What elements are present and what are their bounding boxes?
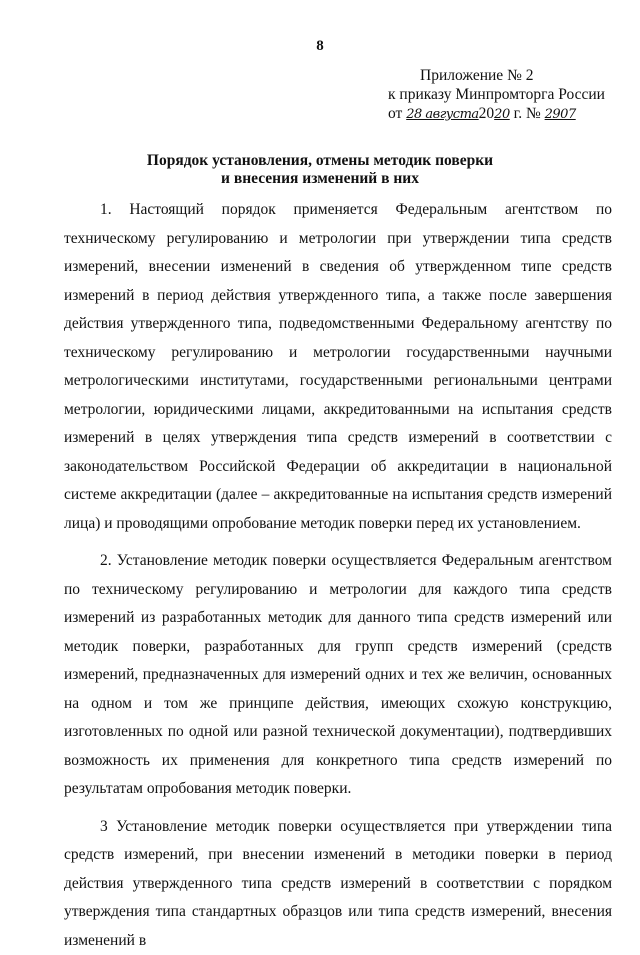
appendix-header (388, 66, 618, 124)
document-body (64, 196, 612, 955)
handwritten-year: 20 (494, 107, 510, 122)
year-printed: 20 (479, 105, 495, 122)
year-suffix: г. № (514, 105, 541, 122)
date-prefix: от (388, 105, 402, 122)
document-title (0, 152, 640, 188)
paragraph-1: 1. Настоящий порядок применяется Федеральным агентством по техническому регулированию и метрологии при утверждении типа средств измерений, внесении изменений в сведения об утвержденном типе средств измерений в период действия утвержденного типа, а также после завершения действия утвержденного типа, подведомственными Федеральному агентству по техническому регулированию и метрологии государственными научными метрологическими институтами, государственными региональными центрами метрологии, юридическими лицами, аккредитованными на испытания средств измерений в целях утверждения типа средств измерений в соответствии с законодательством Российской Федерации об аккредитации в национальной системе аккредитации (далее – аккредитованные на испытания средств измерений лица) и проводящими опробование методик поверки перед их установлением. (64, 196, 612, 538)
paragraph-2: 2. Установление методик поверки осуществляется Федеральным агентством по техническому регулированию и метрологии для каждого типа средств измерений из разработанных методик для данного типа средств измерений или методик поверки, разработанных для групп средств измерений (средств измерений, предназначенных для измерений одних и тех же величин, основанных на одном и том же принципе действия, имеющих схожую конструкцию, изготовленных по одной или разной технической документации), подтвердивших возможность их применения для конкретного типа средств измерений по результатам опробования методик поверки. (64, 547, 612, 804)
page-number: 8 (0, 38, 640, 55)
appendix-title: Приложение № 2 (388, 66, 618, 85)
handwritten-date: 28 августа (406, 107, 478, 122)
title-line-2: и внесения изменений в них (0, 170, 640, 188)
title-line-1: Порядок установления, отмены методик поверки (0, 152, 640, 170)
appendix-order-ref: к приказу Минпромторга России (388, 85, 618, 104)
handwritten-order-number: 2907 (545, 107, 576, 122)
paragraph-3: 3 Установление методик поверки осуществляется при утверждении типа средств измерений, при внесении изменений в методики поверки в период действия утвержденного типа средств измерений в соответствии с порядком утверждения типа стандартных образцов или типа средств измерений, внесения изменений в (64, 813, 612, 955)
appendix-date-line (388, 104, 618, 124)
